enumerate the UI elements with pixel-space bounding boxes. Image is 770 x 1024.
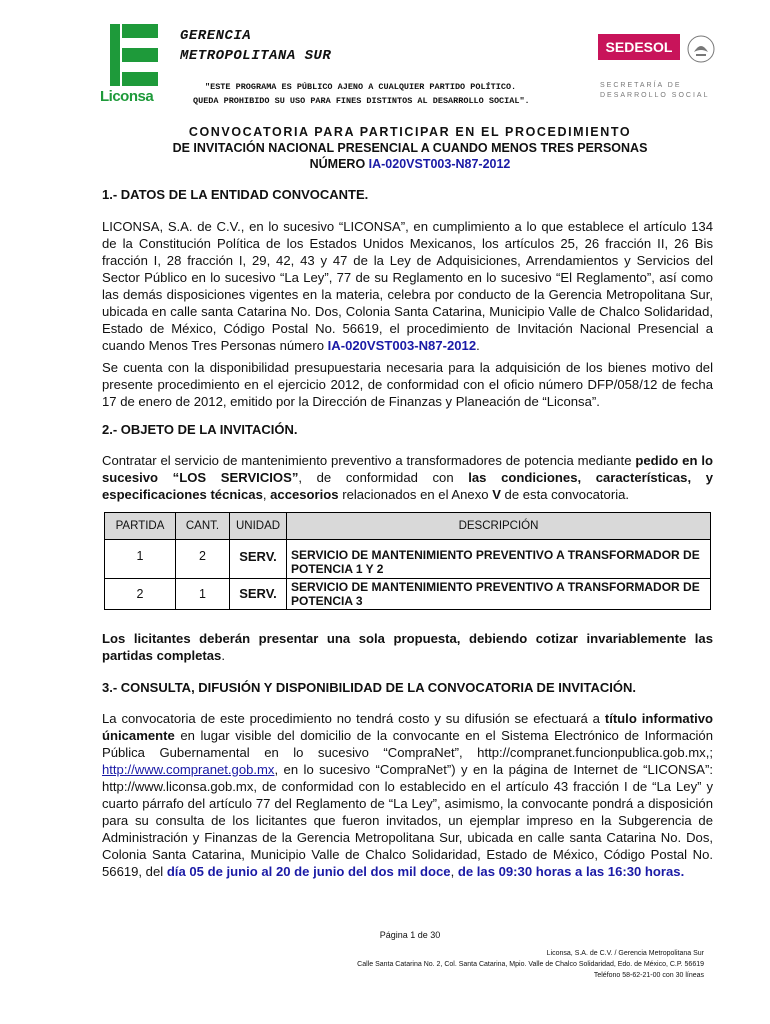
table-row — [105, 578, 711, 609]
header-unidad: UNIDAD — [230, 513, 287, 540]
row2-unidad: SERV. — [230, 578, 287, 609]
sedesol-wordmark: SEDESOL — [598, 34, 680, 60]
doc-title-line2: DE INVITACIÓN NACIONAL PRESENCIAL A CUANDO MENOS TRES PERSONAS — [172, 141, 648, 155]
section1-paragraph1: LICONSA, S.A. de C.V., en lo sucesivo “LICONSA”, en cumplimiento a lo que establece el artículo 134 de la Constitución Política de los Estados Unidos Mexicanos, los artículos 25, 26 fracción II, 26 Bis fracción I, 28 fracción I, 29, 42, 43 y 47 de la Ley de Adquisiciones, Arrendamientos y Servicios del Sector Público en lo sucesivo “La Ley”, 77 de su Reglamento en lo sucesivo “El Reglamento”, así como las demás disposiciones vigentes en la materia, celebra por conducto de la Gerencia Metropolitana Sur, ubicada en calle santa Catarina No. Dos, Colonia Santa Catarina, Municipio Valle de Chalco Solidaridad, Estado de México, Código Postal No. 56619, el procedimiento de Invitación Nacional Presencial a cuando Menos Tres Personas número IA-020VST003-N87-2012. — [102, 219, 713, 353]
consultation-hours: de las 09:30 horas a las 16:30 horas. — [457, 864, 685, 879]
section2-paragraph: Contratar el servicio de mantenimiento preventivo a transformadores de potencia mediante pedido en lo sucesivo “LOS SERVICIOS”, de conformidad con las condiciones, características, y especificaciones técnicas, accesorios relacionados en el Anexo V de esta convocatoria. — [102, 453, 714, 502]
row1-descripcion: SERVICIO DE MANTENIMIENTO PREVENTIVO A TRANSFORMADOR DE POTENCIA 1 Y 2 — [287, 546, 711, 579]
compranet-link[interactable]: http://www.compranet.gob.mx — [102, 762, 275, 777]
table-row — [105, 546, 711, 579]
section1-paragraph2: Se cuenta con la disponibilidad presupuestaria necesaria para la adquisición de los bienes motivo del presente procedimiento en el ejercicio 2012, de conformidad con el oficio número DFP/058/12 de fecha 17 de enero de 2012, emitido por la Dirección de Finanzas y Planeación de “Liconsa”. — [102, 360, 713, 409]
secretaria-line2: DESARROLLO SOCIAL — [600, 92, 710, 99]
doc-title-line3 — [100, 157, 720, 171]
footer-line2: Calle Santa Catarina No. 2, Col. Santa Catarina, Mpio. Valle de Chalco Solidaridad, Edo. de México, C.P. 56619 — [357, 961, 704, 968]
sedesol-logo — [598, 34, 718, 104]
slogan-line2: QUEDA PROHIBIDO SU USO PARA FINES DISTINTOS AL DESARROLLO SOCIAL". — [193, 96, 530, 106]
section3-heading: 3.- CONSULTA, DIFUSIÓN Y DISPONIBILIDAD DE LA CONVOCATORIA DE INVITACIÓN. — [102, 680, 636, 695]
slogan-line1: "ESTE PROGRAMA ES PÚBLICO AJENO A CUALQUIER PARTIDO POLÍTICO. — [205, 82, 517, 92]
footer-line3: Teléfono 58-62-21-00 con 30 líneas — [593, 972, 704, 979]
section3-paragraph: La convocatoria de este procedimiento no tendrá costo y su difusión se efectuará a título informativo únicamente en lugar visible del domicilio de la convocante en el Sistema Electrónico de Información Pública Gubernamental en lo sucesivo “CompraNet”, http://compranet.funcionpublica.gob.mx,; http://www.compranet.gob.mx, en lo sucesivo “CompraNet”) y en la página de Internet de “LICONSA”: http://www.liconsa.gob.mx, de conformidad con lo establecido en el artículo 43 fracción I de “La Ley” y cuarto párrafo del artículo 77 del Reglamento de “La Ley”, asimismo, la convocante pondrá a disposición para su consulta de los licitantes que fueron invitados, un ejemplar impreso en la Subgerencia de Administración y Finanzas de la Gerencia Metropolitana Sur, ubicada en calle santa Catarina No. Dos, Colonia Santa Catarina, Municipio Valle de Chalco Solidaridad, Estado de México, Código Postal No. 56619, del día 05 de junio al 20 de junio del dos mil doce, de las 09:30 horas a las 16:30 horas. — [102, 711, 713, 879]
doc-title-line1: CONVOCATORIA PARA PARTICIPAR EN EL PROCEDIMIENTO — [188, 125, 632, 139]
row1-unidad: SERV. — [230, 546, 287, 579]
page-number: Página 1 de 30 — [379, 930, 441, 940]
doc-title-number: IA-020VST003-N87-2012 — [368, 157, 511, 171]
consultation-dates: día 05 de junio al 20 de junio del dos mil doce — [166, 864, 451, 879]
header-partida: PARTIDA — [105, 513, 176, 540]
header-title-line1: GERENCIA — [180, 28, 252, 44]
row1-partida: 1 — [105, 546, 176, 579]
header-cant: CANT. — [176, 513, 230, 540]
items-table — [104, 512, 711, 610]
footer-line1: Liconsa, S.A. de C.V. / Gerencia Metropolitana Sur — [546, 950, 704, 957]
header-title-line2: METROPOLITANA SUR — [180, 48, 332, 64]
eagle-emblem-icon — [686, 34, 716, 64]
header-descripcion: DESCRIPCIÓN — [287, 513, 711, 540]
section1-heading: 1.- DATOS DE LA ENTIDAD CONVOCANTE. — [102, 187, 369, 202]
section2-heading: 2.- OBJETO DE LA INVITACIÓN. — [102, 422, 298, 437]
secretaria-line1: SECRETARÍA DE — [600, 82, 682, 89]
section2-note: Los licitantes deberán presentar una sola propuesta, debiendo cotizar invariablemente las partidas completas. — [102, 631, 713, 663]
doc-title-number-prefix: NÚMERO — [309, 157, 369, 171]
procedure-number: IA-020VST003-N87-2012 — [327, 338, 477, 353]
row1-cant: 2 — [176, 546, 230, 579]
row2-descripcion: SERVICIO DE MANTENIMIENTO PREVENTIVO A TRANSFORMADOR DE POTENCIA 3 — [287, 578, 711, 609]
row2-partida: 2 — [105, 578, 176, 609]
table-header-row — [105, 513, 711, 540]
logo-wordmark: Liconsa — [100, 88, 154, 105]
row2-cant: 1 — [176, 578, 230, 609]
